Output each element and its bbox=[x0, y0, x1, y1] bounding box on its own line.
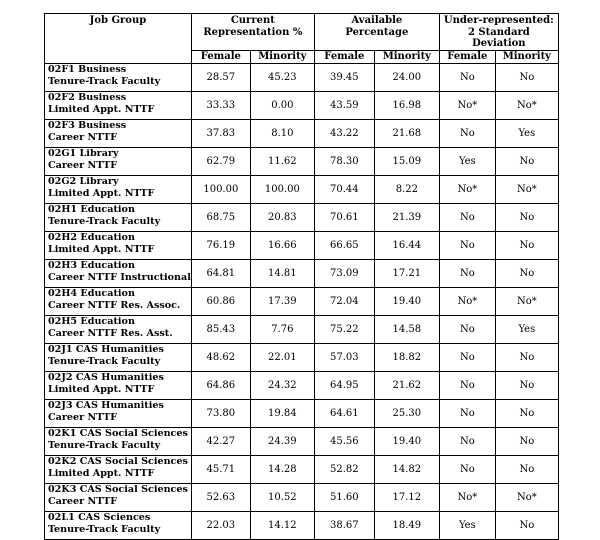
table-row bbox=[45, 343, 559, 371]
under-minority-cell: No bbox=[495, 147, 558, 175]
job-group-type: Career NTTF bbox=[48, 496, 118, 507]
job-group-code: 02J1 CAS Humanities bbox=[48, 343, 164, 355]
current-female-cell: 73.80 bbox=[191, 399, 250, 427]
current-female-cell: 37.83 bbox=[191, 119, 250, 147]
under-minority-cell: No bbox=[495, 259, 558, 287]
current-minority-cell: 16.66 bbox=[250, 231, 314, 259]
table-row bbox=[45, 483, 559, 511]
under-minority-cell: No bbox=[495, 63, 558, 91]
available-female-cell: 51.60 bbox=[314, 483, 374, 511]
under-female-cell: No bbox=[439, 427, 495, 455]
available-female-cell: 73.09 bbox=[314, 259, 374, 287]
current-female-cell: 42.27 bbox=[191, 427, 250, 455]
under-minority-cell: No bbox=[495, 371, 558, 399]
under-minority-cell: No bbox=[495, 427, 558, 455]
subheader-available-female: Female bbox=[314, 50, 374, 63]
job-group-cell bbox=[45, 175, 192, 203]
current-minority-cell: 11.62 bbox=[250, 147, 314, 175]
available-minority-cell: 18.82 bbox=[374, 343, 439, 371]
current-minority-cell: 14.28 bbox=[250, 455, 314, 483]
available-minority-cell: 14.58 bbox=[374, 315, 439, 343]
job-group-cell bbox=[45, 63, 192, 91]
job-group-code: 02H1 Education bbox=[48, 203, 135, 215]
current-female-cell: 100.00 bbox=[191, 175, 250, 203]
available-minority-cell: 16.98 bbox=[374, 91, 439, 119]
job-group-type: Tenure-Track Faculty bbox=[48, 216, 161, 227]
under-minority-cell: No bbox=[495, 511, 558, 539]
job-group-type: Limited Appt. NTTF bbox=[48, 104, 155, 115]
subheader-current-minority: Minority bbox=[250, 50, 314, 63]
current-minority-cell: 45.23 bbox=[250, 63, 314, 91]
available-minority-cell: 15.09 bbox=[374, 147, 439, 175]
available-female-cell: 70.61 bbox=[314, 203, 374, 231]
job-group-type: Career NTTF bbox=[48, 132, 118, 143]
job-group-code: 02F1 Business bbox=[48, 63, 127, 75]
job-group-code: 02L1 CAS Sciences bbox=[48, 511, 151, 523]
job-group-code: 02K1 CAS Social Sciences bbox=[48, 427, 188, 439]
under-female-cell: No bbox=[439, 455, 495, 483]
under-female-cell: No bbox=[439, 259, 495, 287]
job-group-code: 02F2 Business bbox=[48, 91, 127, 103]
available-female-cell: 38.67 bbox=[314, 511, 374, 539]
job-group-cell bbox=[45, 343, 192, 371]
current-minority-cell: 24.32 bbox=[250, 371, 314, 399]
under-female-cell: No bbox=[439, 399, 495, 427]
job-group-code: 02G1 Library bbox=[48, 147, 119, 159]
current-female-cell: 62.79 bbox=[191, 147, 250, 175]
job-group-code: 02H2 Education bbox=[48, 231, 135, 243]
current-minority-cell: 14.81 bbox=[250, 259, 314, 287]
job-group-type: Tenure-Track Faculty bbox=[48, 76, 161, 87]
under-minority-cell: No* bbox=[495, 287, 558, 315]
job-group-cell bbox=[45, 287, 192, 315]
current-female-cell: 76.19 bbox=[191, 231, 250, 259]
current-minority-cell: 20.83 bbox=[250, 203, 314, 231]
job-group-type: Tenure-Track Faculty bbox=[48, 356, 161, 367]
job-group-type: Tenure-Track Faculty bbox=[48, 524, 161, 535]
subheader-available-minority: Minority bbox=[374, 50, 439, 63]
job-group-cell bbox=[45, 427, 192, 455]
job-group-code: 02H4 Education bbox=[48, 287, 135, 299]
job-group-type: Limited Appt. NTTF bbox=[48, 468, 155, 479]
available-female-cell: 78.30 bbox=[314, 147, 374, 175]
available-minority-cell: 19.40 bbox=[374, 427, 439, 455]
under-female-cell: No bbox=[439, 203, 495, 231]
job-group-code: 02J2 CAS Humanities bbox=[48, 371, 164, 383]
under-female-cell: No* bbox=[439, 287, 495, 315]
under-female-cell: No bbox=[439, 63, 495, 91]
job-group-type: Career NTTF Res. Assoc. bbox=[48, 300, 181, 311]
job-group-code: 02J3 CAS Humanities bbox=[48, 399, 164, 411]
table-row bbox=[45, 203, 559, 231]
job-group-type: Limited Appt. NTTF bbox=[48, 384, 155, 395]
available-female-cell: 64.95 bbox=[314, 371, 374, 399]
job-group-cell bbox=[45, 259, 192, 287]
subheader-under-minority: Minority bbox=[495, 50, 558, 63]
current-minority-cell: 0.00 bbox=[250, 91, 314, 119]
current-minority-cell: 17.39 bbox=[250, 287, 314, 315]
job-group-code: 02H3 Education bbox=[48, 259, 135, 271]
representation-table bbox=[44, 13, 559, 540]
under-female-cell: No* bbox=[439, 91, 495, 119]
job-group-type: Tenure-Track Faculty bbox=[48, 440, 161, 451]
available-minority-cell: 21.62 bbox=[374, 371, 439, 399]
current-female-cell: 52.63 bbox=[191, 483, 250, 511]
available-minority-cell: 8.22 bbox=[374, 175, 439, 203]
table-row bbox=[45, 147, 559, 175]
available-minority-cell: 21.39 bbox=[374, 203, 439, 231]
job-group-cell bbox=[45, 147, 192, 175]
current-minority-cell: 19.84 bbox=[250, 399, 314, 427]
under-minority-cell: No* bbox=[495, 175, 558, 203]
current-female-cell: 64.86 bbox=[191, 371, 250, 399]
under-minority-cell: No* bbox=[495, 91, 558, 119]
under-minority-cell: Yes bbox=[495, 119, 558, 147]
current-female-cell: 68.75 bbox=[191, 203, 250, 231]
available-minority-cell: 25.30 bbox=[374, 399, 439, 427]
available-female-cell: 43.59 bbox=[314, 91, 374, 119]
available-minority-cell: 24.00 bbox=[374, 63, 439, 91]
table-row bbox=[45, 371, 559, 399]
current-female-cell: 28.57 bbox=[191, 63, 250, 91]
under-female-cell: No bbox=[439, 315, 495, 343]
available-minority-cell: 14.82 bbox=[374, 455, 439, 483]
available-female-cell: 64.61 bbox=[314, 399, 374, 427]
current-minority-cell: 8.10 bbox=[250, 119, 314, 147]
current-female-cell: 45.71 bbox=[191, 455, 250, 483]
table-row bbox=[45, 511, 559, 539]
job-group-type: Limited Appt. NTTF bbox=[48, 244, 155, 255]
under-minority-cell: No bbox=[495, 203, 558, 231]
available-minority-cell: 16.44 bbox=[374, 231, 439, 259]
under-minority-cell: No* bbox=[495, 483, 558, 511]
available-female-cell: 39.45 bbox=[314, 63, 374, 91]
job-group-code: 02G2 Library bbox=[48, 175, 119, 187]
under-female-cell: Yes bbox=[439, 147, 495, 175]
under-female-cell: No bbox=[439, 343, 495, 371]
subheader-current-female: Female bbox=[191, 50, 250, 63]
subheader-under-female: Female bbox=[439, 50, 495, 63]
available-female-cell: 72.04 bbox=[314, 287, 374, 315]
job-group-cell bbox=[45, 371, 192, 399]
current-female-cell: 60.86 bbox=[191, 287, 250, 315]
current-minority-cell: 10.52 bbox=[250, 483, 314, 511]
job-group-cell bbox=[45, 203, 192, 231]
job-group-cell bbox=[45, 231, 192, 259]
job-group-type: Career NTTF Res. Asst. bbox=[48, 328, 173, 339]
available-minority-cell: 21.68 bbox=[374, 119, 439, 147]
table-row bbox=[45, 175, 559, 203]
table-row bbox=[45, 455, 559, 483]
available-minority-cell: 17.12 bbox=[374, 483, 439, 511]
available-female-cell: 57.03 bbox=[314, 343, 374, 371]
table-row bbox=[45, 119, 559, 147]
table-row bbox=[45, 63, 559, 91]
current-female-cell: 64.81 bbox=[191, 259, 250, 287]
job-group-cell bbox=[45, 455, 192, 483]
current-female-cell: 48.62 bbox=[191, 343, 250, 371]
under-female-cell: No bbox=[439, 119, 495, 147]
available-female-cell: 75.22 bbox=[314, 315, 374, 343]
table-row bbox=[45, 259, 559, 287]
table-row bbox=[45, 231, 559, 259]
table-row bbox=[45, 399, 559, 427]
job-group-code: 02K3 CAS Social Sciences bbox=[48, 483, 188, 495]
table-row bbox=[45, 427, 559, 455]
job-group-code: 02K2 CAS Social Sciences bbox=[48, 455, 188, 467]
available-minority-cell: 19.40 bbox=[374, 287, 439, 315]
current-minority-cell: 7.76 bbox=[250, 315, 314, 343]
under-female-cell: Yes bbox=[439, 511, 495, 539]
job-group-cell bbox=[45, 315, 192, 343]
job-group-cell bbox=[45, 399, 192, 427]
table-row bbox=[45, 287, 559, 315]
job-group-type: Career NTTF bbox=[48, 160, 118, 171]
job-group-type: Career NTTF Instructional bbox=[48, 272, 191, 283]
job-group-cell bbox=[45, 91, 192, 119]
current-minority-cell: 100.00 bbox=[250, 175, 314, 203]
under-minority-cell: No bbox=[495, 343, 558, 371]
header-job-group: Job Group bbox=[45, 14, 192, 64]
job-group-type: Limited Appt. NTTF bbox=[48, 188, 155, 199]
available-female-cell: 43.22 bbox=[314, 119, 374, 147]
current-minority-cell: 24.39 bbox=[250, 427, 314, 455]
header-current-representation: Current Representation % bbox=[191, 14, 314, 51]
under-minority-cell: Yes bbox=[495, 315, 558, 343]
under-female-cell: No bbox=[439, 371, 495, 399]
current-female-cell: 33.33 bbox=[191, 91, 250, 119]
job-group-cell bbox=[45, 483, 192, 511]
job-group-cell bbox=[45, 119, 192, 147]
table-row bbox=[45, 315, 559, 343]
under-female-cell: No bbox=[439, 231, 495, 259]
current-minority-cell: 22.01 bbox=[250, 343, 314, 371]
available-female-cell: 70.44 bbox=[314, 175, 374, 203]
table-row bbox=[45, 91, 559, 119]
under-minority-cell: No bbox=[495, 455, 558, 483]
job-group-cell bbox=[45, 511, 192, 539]
under-minority-cell: No bbox=[495, 231, 558, 259]
available-minority-cell: 17.21 bbox=[374, 259, 439, 287]
under-female-cell: No* bbox=[439, 175, 495, 203]
current-female-cell: 22.03 bbox=[191, 511, 250, 539]
header-available-percentage: Available Percentage bbox=[314, 14, 439, 51]
current-minority-cell: 14.12 bbox=[250, 511, 314, 539]
table-container bbox=[44, 13, 559, 540]
job-group-code: 02H5 Education bbox=[48, 315, 135, 327]
available-minority-cell: 18.49 bbox=[374, 511, 439, 539]
current-female-cell: 85.43 bbox=[191, 315, 250, 343]
available-female-cell: 66.65 bbox=[314, 231, 374, 259]
available-female-cell: 52.82 bbox=[314, 455, 374, 483]
job-group-code: 02F3 Business bbox=[48, 119, 127, 131]
under-minority-cell: No bbox=[495, 399, 558, 427]
available-female-cell: 45.56 bbox=[314, 427, 374, 455]
job-group-type: Career NTTF bbox=[48, 412, 118, 423]
header-under-represented: Under-represented: 2 Standard Deviation bbox=[439, 14, 558, 51]
under-female-cell: No* bbox=[439, 483, 495, 511]
